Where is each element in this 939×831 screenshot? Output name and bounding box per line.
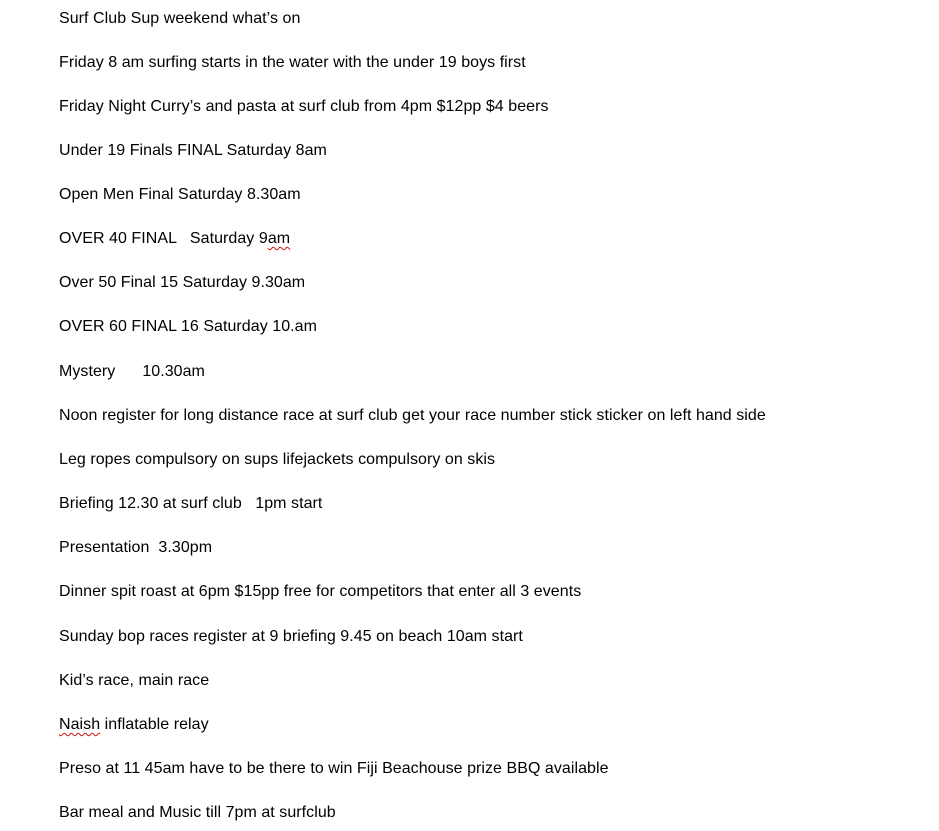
line-naish-relay xyxy=(59,715,209,735)
document-page xyxy=(59,0,919,831)
line-bar-meal: Bar meal and Music till 7pm at surfclub xyxy=(59,804,336,821)
line-sunday-bop: Sunday bop races register at 9 briefing 9.45 on beach 10am start xyxy=(59,628,523,645)
line-over-40-final xyxy=(59,229,290,249)
document-title: Surf Club Sup weekend what’s on xyxy=(59,10,301,27)
line-briefing: Briefing 12.30 at surf club 1pm start xyxy=(59,495,323,512)
line-preso: Preso at 11 45am have to be there to win Fiji Beachouse prize BBQ available xyxy=(59,760,609,777)
line-mystery: Mystery 10.30am xyxy=(59,363,205,380)
line-friday-night: Friday Night Curry’s and pasta at surf club from 4pm $12pp $4 beers xyxy=(59,98,549,115)
spellcheck-flagged-word: am xyxy=(267,230,291,247)
line-under-19-final: Under 19 Finals FINAL Saturday 8am xyxy=(59,142,327,159)
over-40-text: OVER 40 FINAL Saturday 9 xyxy=(59,230,268,247)
naish-relay-text: inflatable relay xyxy=(100,716,209,733)
line-over-60-final: OVER 60 FINAL 16 Saturday 10.am xyxy=(59,318,317,335)
line-dinner: Dinner spit roast at 6pm $15pp free for competitors that enter all 3 events xyxy=(59,583,582,600)
line-kids-race: Kid’s race, main race xyxy=(59,672,210,689)
line-over-50-final: Over 50 Final 15 Saturday 9.30am xyxy=(59,274,306,291)
spellcheck-flagged-word: Naish xyxy=(59,716,101,733)
line-friday-surfing: Friday 8 am surfing starts in the water with the under 19 boys first xyxy=(59,54,526,71)
line-open-men-final: Open Men Final Saturday 8.30am xyxy=(59,186,301,203)
line-presentation: Presentation 3.30pm xyxy=(59,539,213,556)
line-noon-register: Noon register for long distance race at surf club get your race number stick sticker on left hand side xyxy=(59,407,766,424)
line-leg-ropes: Leg ropes compulsory on sups lifejackets compulsory on skis xyxy=(59,451,496,468)
